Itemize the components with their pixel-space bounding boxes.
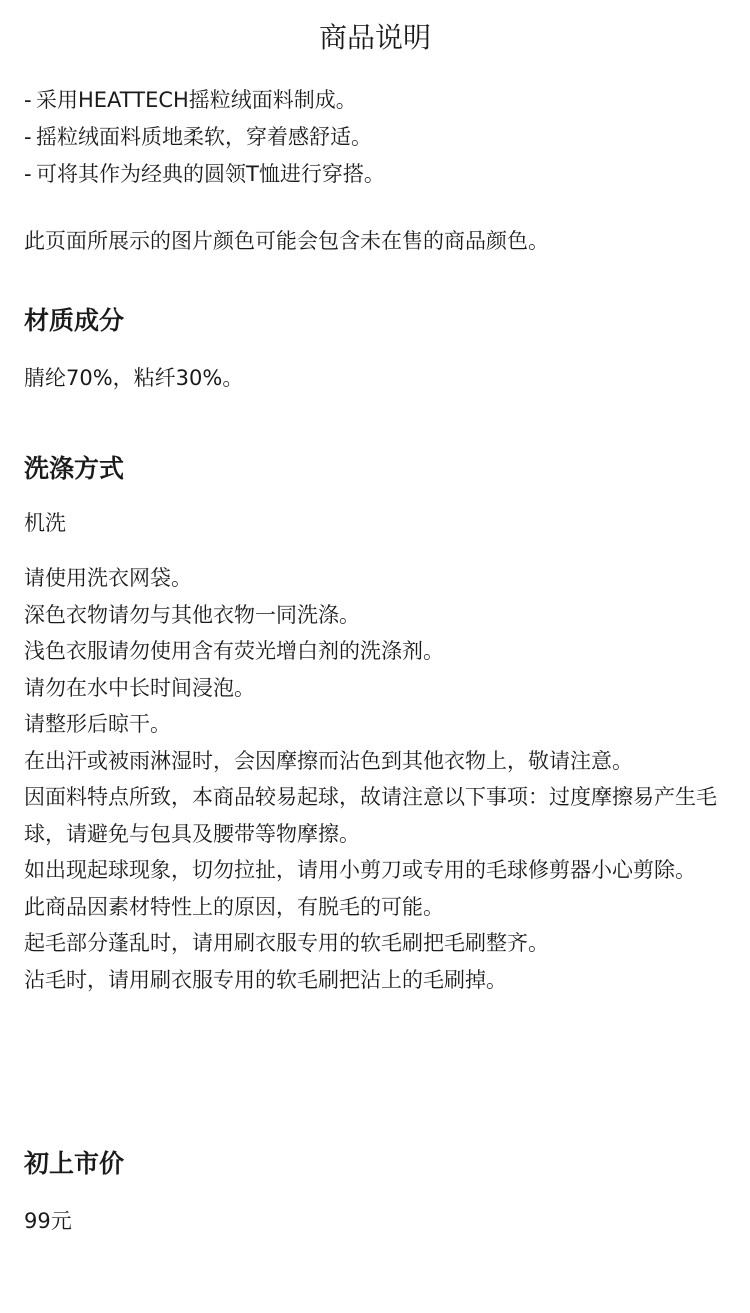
care-instruction: 起毛部分蓬乱时，请用刷衣服专用的软毛刷把毛刷整齐。 xyxy=(24,931,549,955)
color-disclaimer: 此页面所展示的图片颜色可能会包含未在售的商品颜色。 xyxy=(24,229,549,253)
page-title: 商品说明 xyxy=(318,21,431,54)
feature-list xyxy=(24,82,724,193)
care-instruction: 深色衣物请勿与其他衣物一同洗涤。 xyxy=(24,602,360,627)
price-heading: 初上市价 xyxy=(24,1149,125,1178)
care-instruction: 请勿在水中长时间浸泡。 xyxy=(24,675,255,700)
material-heading: 材质成分 xyxy=(24,306,125,335)
feature-item xyxy=(24,119,724,156)
feature-item xyxy=(24,82,724,119)
wash-method: 机洗 xyxy=(24,511,66,535)
care-instruction: 如出现起球现象，切勿拉扯，请用小剪刀或专用的毛球修剪器小心剪除。 xyxy=(24,858,696,882)
care-instruction: 在出汗或被雨淋湿时，会因摩擦而沾色到其他衣物上，敬请注意。 xyxy=(24,748,633,773)
wash-heading: 洗涤方式 xyxy=(24,454,125,483)
price-value: 99元 xyxy=(24,1209,72,1233)
feature-text: 摇粒绒面料质地柔软，穿着感舒适。 xyxy=(36,125,372,149)
care-instruction: 此商品因素材特性上的原因，有脱毛的可能。 xyxy=(24,894,444,919)
material-value: 腈纶70%，粘纤30%。 xyxy=(24,366,244,390)
care-instructions xyxy=(24,560,724,998)
care-instruction: 请整形后晾干。 xyxy=(24,712,171,736)
care-instruction: 请使用洗衣网袋。 xyxy=(24,566,192,590)
bullet-dash: - xyxy=(24,88,32,112)
feature-item xyxy=(24,156,724,193)
bullet-dash: - xyxy=(24,125,32,149)
bullet-dash: - xyxy=(24,162,32,186)
care-instruction: 因面料特点所致，本商品较易起球，故请注意以下事项：过度摩擦易产生毛球，请避免与包具及腰带等物摩擦。 xyxy=(24,785,717,846)
feature-text: 可将其作为经典的圆领T恤进行穿搭。 xyxy=(36,162,385,186)
feature-text: 采用HEATTECH摇粒绒面料制成。 xyxy=(36,88,357,112)
care-instruction: 浅色衣服请勿使用含有荧光增白剂的洗涤剂。 xyxy=(24,639,444,663)
care-instruction: 沾毛时，请用刷衣服专用的软毛刷把沾上的毛刷掉。 xyxy=(24,967,507,992)
